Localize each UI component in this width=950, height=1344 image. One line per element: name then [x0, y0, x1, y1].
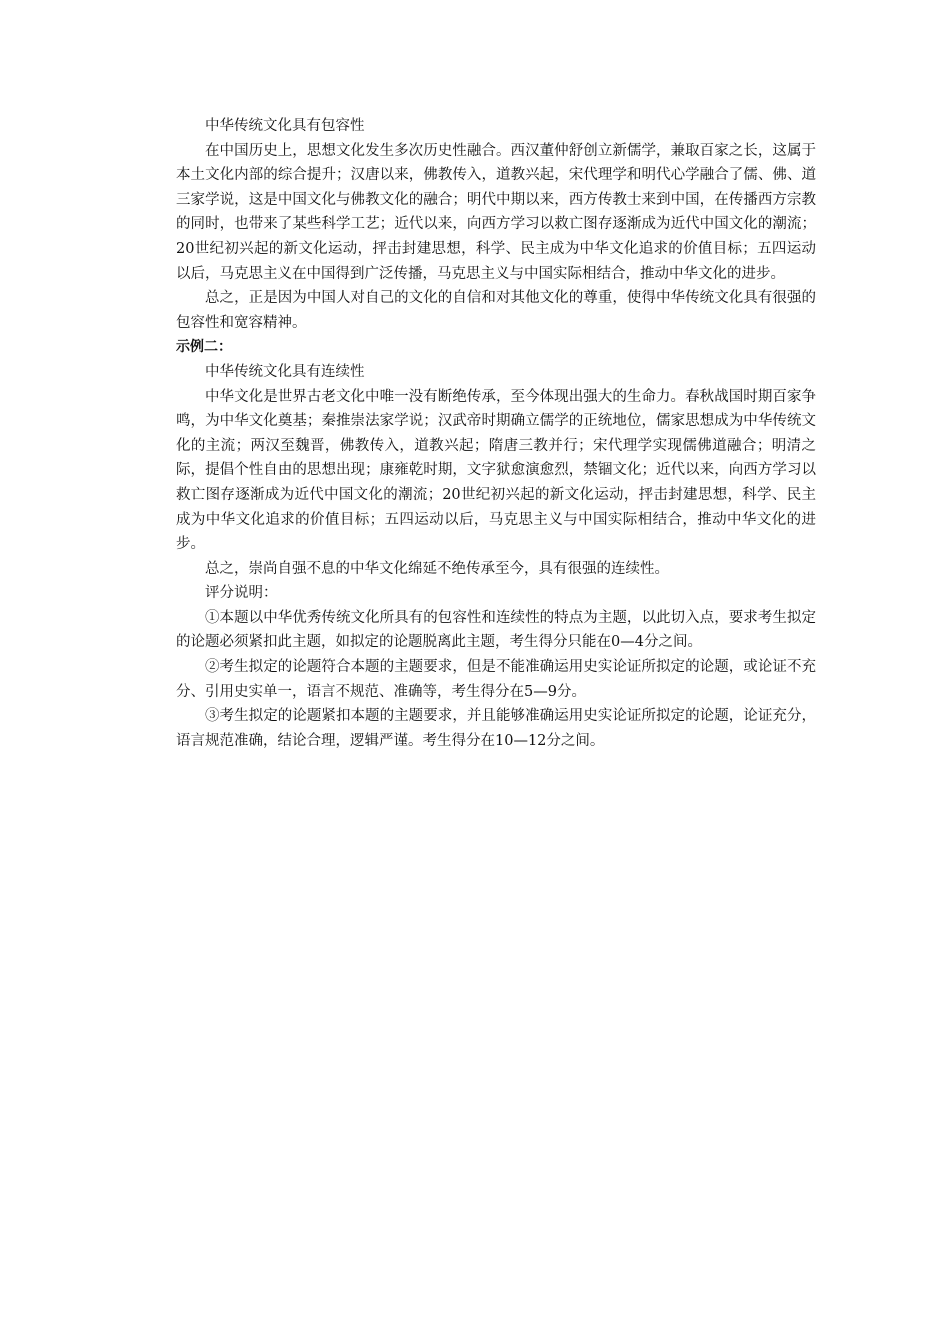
scoring-item-2: ②考生拟定的论题符合本题的主题要求，但是不能准确运用史实论证所拟定的论题，或论证不充分、引用史实单一，语言不规范、准确等，考生得分在5—9分。 [176, 659, 816, 700]
example2-conclusion: 总之，崇尚自强不息的中华文化绵延不绝传承至今，具有很强的连续性。 [205, 560, 669, 577]
example2-body: 中华文化是世界古老文化中唯一没有断绝传承，至今体现出强大的生命力。春秋战国时期百家争鸣，为中华文化奠基；秦推崇法家学说；汉武帝时期确立儒学的正统地位，儒家思想成为中华传统文化的主流；两汉至魏晋，佛教传入，道教兴起；隋唐三教并行；宋代理学实现儒佛道融合；明清之际，提倡个性自由的思想出现；康雍乾时期，文字狱愈演愈烈，禁锢文化；近代以来，向西方学习以救亡图存逐渐成为近代中国文化的潮流；20世纪初兴起的新文化运动，抨击封建思想，科学、民主成为中华文化追求的价值目标；五四运动以后，马克思主义与中国实际相结合，推动中华文化的进步。 [176, 388, 816, 553]
example2-title: 中华传统文化具有连续性 [205, 363, 365, 380]
example2-label: 示例二： [176, 339, 232, 356]
scoring-item-1: ①本题以中华优秀传统文化所具有的包容性和连续性的特点为主题，以此切入点，要求考生拟定的论题必须紧扣此主题，如拟定的论题脱离此主题，考生得分只能在0—4分之间。 [176, 609, 816, 651]
example1-conclusion: 总之，正是因为中国人对自己的文化的自信和对其他文化的尊重，使得中华传统文化具有很强的包容性和宽容精神。 [176, 290, 816, 331]
scoring-item-3: ③考生拟定的论题紧扣本题的主题要求，并且能够准确运用史实论证所拟定的论题，论证充分，语言规范准确，结论合理，逻辑严谨。考生得分在10—12分之间。 [176, 708, 816, 749]
document-page [176, 114, 816, 753]
example1-body: 在中国历史上，思想文化发生多次历史性融合。西汉董仲舒创立新儒学，兼取百家之长，这属于本土文化内部的综合提升；汉唐以来，佛教传入，道教兴起，宋代理学和明代心学融合了儒、佛、道三家学说，这是中国文化与佛教文化的融合；明代中期以来，西方传教士来到中国，在传播西方宗教的同时，也带来了某些科学工艺；近代以来，向西方学习以救亡图存逐渐成为近代中国文化的潮流；20世纪初兴起的新文化运动，抨击封建思想，科学、民主成为中华文化追求的价值目标；五四运动以后，马克思主义在中国得到广泛传播，马克思主义与中国实际相结合，推动中华文化的进步。 [176, 142, 816, 282]
example1-title: 中华传统文化具有包容性 [205, 118, 365, 134]
scoring-heading: 评分说明： [205, 585, 278, 602]
